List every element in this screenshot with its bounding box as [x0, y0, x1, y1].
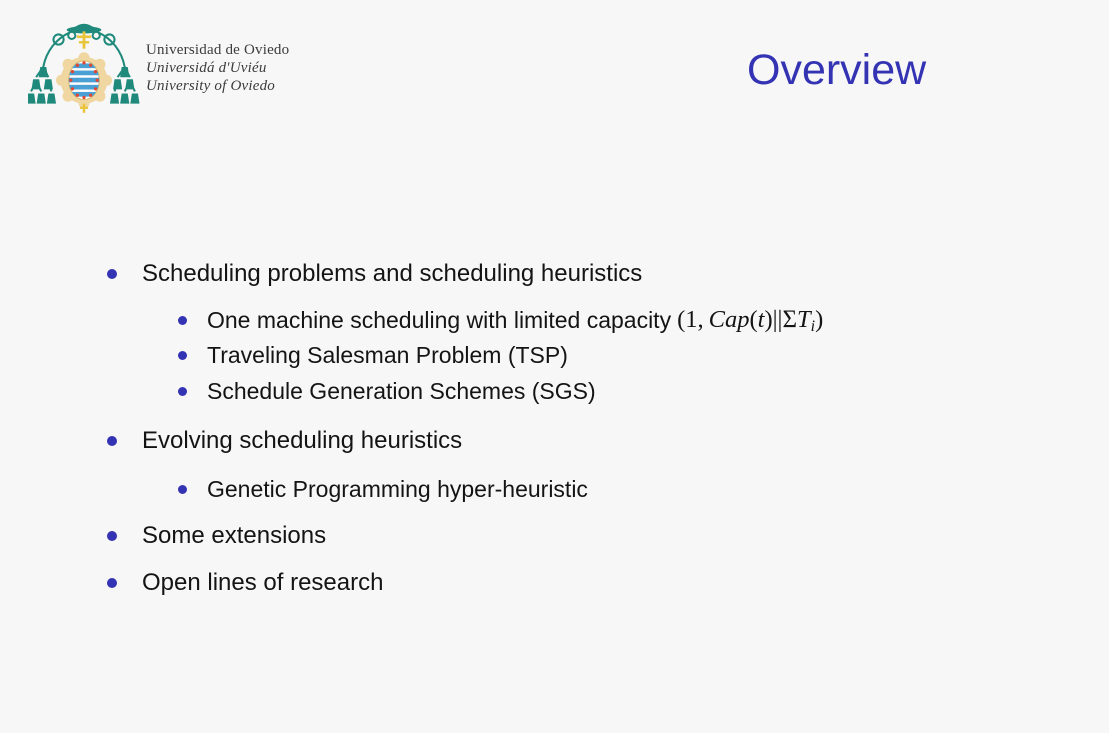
list-item-label: Open lines of research [142, 569, 384, 596]
list-item-label: Some extensions [142, 522, 327, 549]
math-cap: Cap [708, 305, 750, 333]
list-item-label: One machine scheduling with limited capacity [207, 307, 672, 333]
list-item [107, 522, 326, 550]
university-name-es: Universidad de Oviedo [146, 42, 290, 58]
list-item-label: Schedule Generation Schemes (SGS) [207, 378, 596, 404]
bullet-icon [107, 269, 117, 279]
math-paren: ( [677, 305, 686, 333]
university-name-ast: Universidá d'Uviéu [146, 60, 267, 76]
list-item [107, 569, 383, 597]
slide-title: Overview [747, 46, 927, 94]
bullet-icon [107, 436, 117, 446]
crest-cross [77, 31, 91, 48]
list-item [107, 427, 462, 455]
math-t: t [757, 305, 765, 333]
bullet-icon [178, 387, 187, 396]
bullet-icon [107, 531, 117, 541]
list-item [178, 307, 823, 334]
math-double-bar: || [772, 305, 783, 333]
list-item-label: Evolving scheduling heuristics [142, 427, 463, 454]
bullet-icon [107, 578, 117, 588]
list-item [178, 342, 568, 369]
list-item-label: Genetic Programming hyper-heuristic [207, 476, 588, 502]
list-item-label: Scheduling problems and scheduling heuristics [142, 260, 643, 287]
university-name-block [146, 41, 289, 95]
list-item-label: Traveling Salesman Problem (TSP) [207, 342, 568, 368]
math-T: T [797, 305, 811, 333]
university-name-en: University of Oviedo [146, 78, 275, 94]
math-paren: ) [764, 305, 773, 333]
bullet-icon [178, 351, 187, 360]
math-one: 1, [685, 305, 704, 333]
list-item [107, 260, 642, 288]
list-item [178, 378, 596, 405]
list-item [178, 476, 588, 503]
math-sigma: Σ [782, 305, 797, 333]
bullet-icon [178, 485, 187, 494]
math-subscript-i: i [810, 317, 816, 335]
math-formula [677, 306, 823, 336]
math-paren: ( [749, 305, 758, 333]
math-paren: ) [815, 305, 824, 333]
bullet-icon [178, 316, 187, 325]
university-crest-icon [28, 18, 140, 115]
